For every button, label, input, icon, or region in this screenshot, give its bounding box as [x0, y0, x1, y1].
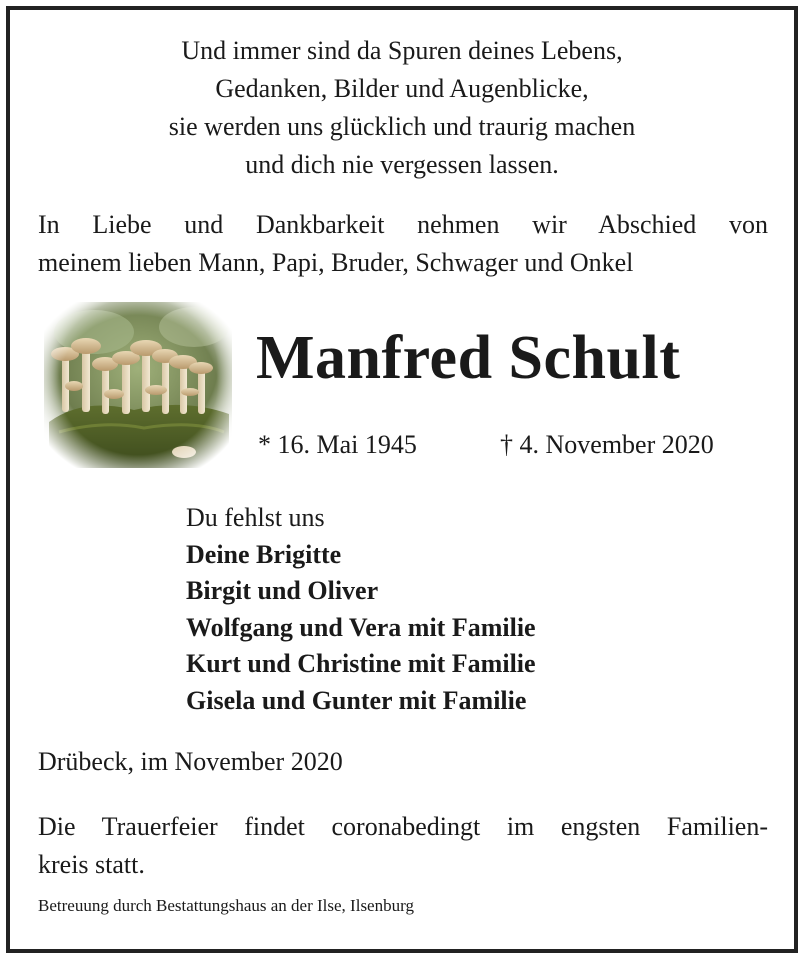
mourner-entry: Deine Brigitte: [186, 539, 342, 569]
funeral-home-credit: Betreuung durch Bestattungshaus an der Ilse, Ilsenburg: [38, 896, 414, 915]
farewell-intro: [38, 206, 768, 282]
mushroom-photo: [44, 302, 232, 468]
poem-line: und dich nie vergessen lassen.: [245, 150, 559, 179]
poem-line: Und immer sind da Spuren deines Lebens,: [181, 36, 623, 65]
ceremony-line: Die Trauerfeier findet coronabedingt im engsten Familien-: [38, 812, 768, 841]
mourners-list: [186, 500, 536, 719]
mourner-entry: Gisela und Gunter mit Familie: [186, 685, 527, 715]
obituary-notice: [6, 6, 798, 953]
mourner-entry: Kurt und Christine mit Familie: [186, 649, 536, 678]
memorial-poem: [10, 32, 794, 184]
mourner-entry: Wolfgang und Vera mit Familie: [186, 612, 536, 642]
ceremony-line: kreis statt.: [38, 850, 145, 879]
deceased-name: Manfred Schult: [256, 324, 681, 392]
poem-line: sie werden uns glücklich und traurig machen: [168, 112, 636, 141]
mourners-heading: Du fehlst uns: [186, 503, 325, 532]
place-and-date: Drübeck, im November 2020: [38, 747, 343, 776]
poem-line: Gedanken, Bilder und Augenblicke,: [215, 74, 589, 103]
intro-line: In Liebe und Dankbarkeit nehmen wir Abschied von: [38, 210, 768, 239]
death-date: † 4. November 2020: [500, 430, 714, 459]
mourner-entry: Birgit und Oliver: [186, 576, 379, 605]
intro-line: meinem lieben Mann, Papi, Bruder, Schwager und Onkel: [38, 248, 634, 277]
ceremony-notice: [38, 808, 768, 884]
birth-date: * 16. Mai 1945: [258, 430, 417, 459]
